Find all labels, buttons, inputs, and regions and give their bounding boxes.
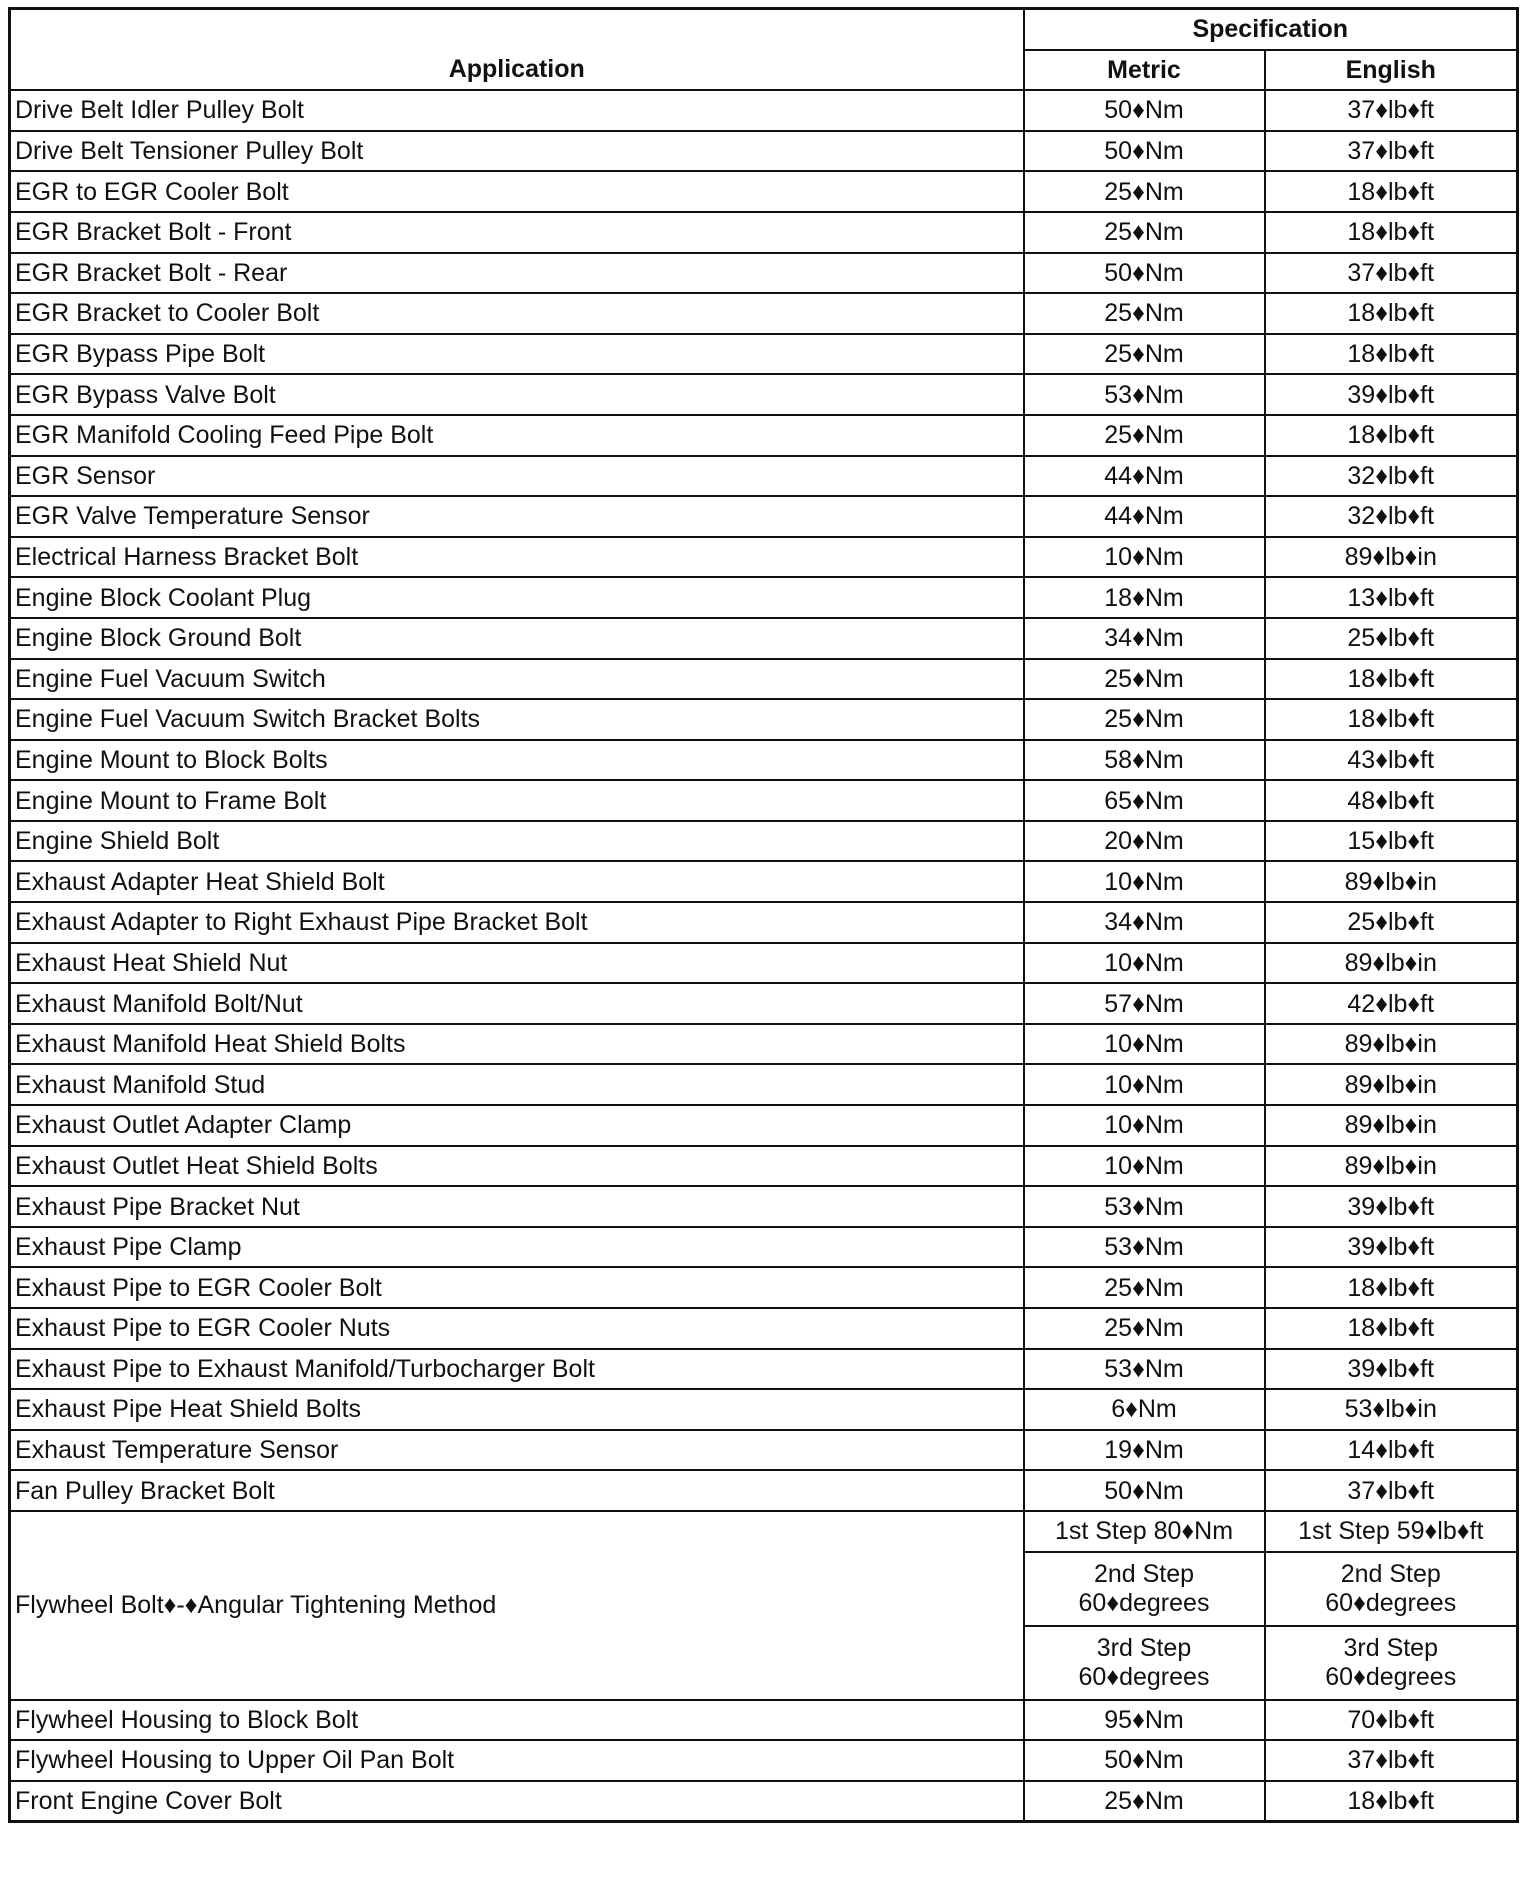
metric-cell: 34♦Nm: [1024, 618, 1265, 659]
english-cell: 18♦lb♦ft: [1265, 659, 1518, 700]
table-row: [10, 983, 1518, 1024]
metric-cell: 53♦Nm: [1024, 374, 1265, 415]
metric-cell: 20♦Nm: [1024, 821, 1265, 862]
metric-cell: 53♦Nm: [1024, 1349, 1265, 1390]
table-row: [10, 1740, 1518, 1781]
metric-cell: 10♦Nm: [1024, 1105, 1265, 1146]
application-cell: Exhaust Adapter to Right Exhaust Pipe Bracket Bolt: [10, 902, 1024, 943]
metric-cell: 50♦Nm: [1024, 90, 1265, 131]
table-row: [10, 577, 1518, 618]
metric-cell: 58♦Nm: [1024, 740, 1265, 781]
table-row: [10, 740, 1518, 781]
application-cell-flywheel: Flywheel Bolt♦-♦Angular Tightening Method: [10, 1511, 1024, 1700]
metric-cell: 57♦Nm: [1024, 983, 1265, 1024]
metric-cell: 25♦Nm: [1024, 1267, 1265, 1308]
application-cell: EGR Manifold Cooling Feed Pipe Bolt: [10, 415, 1024, 456]
english-cell: 13♦lb♦ft: [1265, 577, 1518, 618]
metric-cell: 44♦Nm: [1024, 496, 1265, 537]
application-cell: Exhaust Heat Shield Nut: [10, 943, 1024, 984]
table-row: [10, 456, 1518, 497]
metric-cell: 65♦Nm: [1024, 780, 1265, 821]
table-row: [10, 1430, 1518, 1471]
english-cell: 53♦lb♦in: [1265, 1389, 1518, 1430]
application-cell: Exhaust Adapter Heat Shield Bolt: [10, 861, 1024, 902]
metric-cell: 25♦Nm: [1024, 212, 1265, 253]
application-cell: Drive Belt Idler Pulley Bolt: [10, 90, 1024, 131]
english-cell: 18♦lb♦ft: [1265, 1267, 1518, 1308]
application-header: Application: [10, 9, 1024, 91]
english-cell: 18♦lb♦ft: [1265, 415, 1518, 456]
english-cell: 89♦lb♦in: [1265, 861, 1518, 902]
english-cell: 18♦lb♦ft: [1265, 212, 1518, 253]
table-row: [10, 699, 1518, 740]
english-cell: 70♦lb♦ft: [1265, 1700, 1518, 1741]
header-row-top: [10, 9, 1518, 50]
metric-cell: 25♦Nm: [1024, 334, 1265, 375]
english-cell: 48♦lb♦ft: [1265, 780, 1518, 821]
english-step-cell: 3rd Step 60♦degrees: [1265, 1626, 1518, 1700]
application-cell: Engine Fuel Vacuum Switch: [10, 659, 1024, 700]
torque-spec-table: [8, 7, 1519, 1823]
table-row: [10, 1349, 1518, 1390]
table-row: [10, 943, 1518, 984]
application-cell: Fan Pulley Bracket Bolt: [10, 1470, 1024, 1511]
application-cell: Exhaust Pipe to EGR Cooler Nuts: [10, 1308, 1024, 1349]
english-cell: 32♦lb♦ft: [1265, 496, 1518, 537]
english-header: English: [1265, 50, 1518, 91]
english-cell: 14♦lb♦ft: [1265, 1430, 1518, 1471]
application-cell: Exhaust Pipe to EGR Cooler Bolt: [10, 1267, 1024, 1308]
application-cell: EGR Bracket Bolt - Rear: [10, 253, 1024, 294]
table-row: [10, 1024, 1518, 1065]
english-cell: 37♦lb♦ft: [1265, 90, 1518, 131]
english-cell: 42♦lb♦ft: [1265, 983, 1518, 1024]
english-cell: 39♦lb♦ft: [1265, 1186, 1518, 1227]
application-cell: Engine Block Ground Bolt: [10, 618, 1024, 659]
metric-cell: 50♦Nm: [1024, 1740, 1265, 1781]
english-cell: 89♦lb♦in: [1265, 1146, 1518, 1187]
english-cell: 89♦lb♦in: [1265, 1105, 1518, 1146]
application-cell: Exhaust Manifold Heat Shield Bolts: [10, 1024, 1024, 1065]
metric-cell: 25♦Nm: [1024, 1781, 1265, 1822]
application-cell: EGR Bypass Pipe Bolt: [10, 334, 1024, 375]
english-cell: 15♦lb♦ft: [1265, 821, 1518, 862]
application-cell: Exhaust Manifold Bolt/Nut: [10, 983, 1024, 1024]
table-row: [10, 1700, 1518, 1741]
table-row: [10, 902, 1518, 943]
metric-step-cell: 3rd Step 60♦degrees: [1024, 1626, 1265, 1700]
metric-cell: 10♦Nm: [1024, 1064, 1265, 1105]
english-cell: 37♦lb♦ft: [1265, 1470, 1518, 1511]
english-cell: 89♦lb♦in: [1265, 1064, 1518, 1105]
table-row: [10, 131, 1518, 172]
english-cell: 39♦lb♦ft: [1265, 1349, 1518, 1390]
table-row: [10, 1389, 1518, 1430]
english-cell: 18♦lb♦ft: [1265, 171, 1518, 212]
english-cell: 37♦lb♦ft: [1265, 253, 1518, 294]
application-cell: Engine Mount to Frame Bolt: [10, 780, 1024, 821]
specification-header: Specification: [1024, 9, 1518, 50]
english-cell: 25♦lb♦ft: [1265, 902, 1518, 943]
table-row: [10, 496, 1518, 537]
table-body: [10, 90, 1518, 1822]
english-cell: 89♦lb♦in: [1265, 1024, 1518, 1065]
application-cell: Drive Belt Tensioner Pulley Bolt: [10, 131, 1024, 172]
metric-cell: 50♦Nm: [1024, 131, 1265, 172]
metric-cell: 44♦Nm: [1024, 456, 1265, 497]
application-cell: Exhaust Outlet Adapter Clamp: [10, 1105, 1024, 1146]
table-row: [10, 1146, 1518, 1187]
metric-step-cell: 2nd Step 60♦degrees: [1024, 1552, 1265, 1626]
metric-cell: 6♦Nm: [1024, 1389, 1265, 1430]
table-row: [10, 212, 1518, 253]
application-cell: EGR Valve Temperature Sensor: [10, 496, 1024, 537]
english-cell: 18♦lb♦ft: [1265, 1781, 1518, 1822]
table-row: [10, 659, 1518, 700]
table-row: [10, 618, 1518, 659]
application-cell: EGR Bracket Bolt - Front: [10, 212, 1024, 253]
application-cell: Front Engine Cover Bolt: [10, 1781, 1024, 1822]
table-row: [10, 1064, 1518, 1105]
application-cell: Exhaust Pipe Bracket Nut: [10, 1186, 1024, 1227]
application-cell: Engine Mount to Block Bolts: [10, 740, 1024, 781]
metric-cell: 53♦Nm: [1024, 1227, 1265, 1268]
application-cell: Exhaust Temperature Sensor: [10, 1430, 1024, 1471]
metric-cell: 25♦Nm: [1024, 171, 1265, 212]
metric-step-cell: 1st Step 80♦Nm: [1024, 1511, 1265, 1552]
table-header: [10, 9, 1518, 91]
application-cell: EGR Bypass Valve Bolt: [10, 374, 1024, 415]
english-step-cell: 1st Step 59♦lb♦ft: [1265, 1511, 1518, 1552]
metric-cell: 25♦Nm: [1024, 699, 1265, 740]
application-cell: Flywheel Housing to Upper Oil Pan Bolt: [10, 1740, 1024, 1781]
english-cell: 39♦lb♦ft: [1265, 1227, 1518, 1268]
table-row: [10, 374, 1518, 415]
table-row: [10, 171, 1518, 212]
table-row-flywheel-step: [10, 1511, 1518, 1552]
table-row: [10, 1105, 1518, 1146]
application-cell: Engine Fuel Vacuum Switch Bracket Bolts: [10, 699, 1024, 740]
application-cell: Electrical Harness Bracket Bolt: [10, 537, 1024, 578]
english-cell: 37♦lb♦ft: [1265, 1740, 1518, 1781]
table-row: [10, 1470, 1518, 1511]
application-cell: EGR to EGR Cooler Bolt: [10, 171, 1024, 212]
english-cell: 89♦lb♦in: [1265, 537, 1518, 578]
application-cell: Flywheel Housing to Block Bolt: [10, 1700, 1024, 1741]
english-cell: 37♦lb♦ft: [1265, 131, 1518, 172]
english-cell: 89♦lb♦in: [1265, 943, 1518, 984]
metric-cell: 10♦Nm: [1024, 1024, 1265, 1065]
metric-cell: 10♦Nm: [1024, 1146, 1265, 1187]
table-row: [10, 821, 1518, 862]
english-cell: 25♦lb♦ft: [1265, 618, 1518, 659]
table-row: [10, 537, 1518, 578]
metric-cell: 10♦Nm: [1024, 943, 1265, 984]
metric-cell: 19♦Nm: [1024, 1430, 1265, 1471]
metric-cell: 53♦Nm: [1024, 1186, 1265, 1227]
table-row: [10, 1267, 1518, 1308]
table-row: [10, 90, 1518, 131]
table-row: [10, 253, 1518, 294]
application-cell: Exhaust Pipe to Exhaust Manifold/Turbocharger Bolt: [10, 1349, 1024, 1390]
english-cell: 18♦lb♦ft: [1265, 293, 1518, 334]
table-row: [10, 780, 1518, 821]
metric-cell: 95♦Nm: [1024, 1700, 1265, 1741]
metric-cell: 50♦Nm: [1024, 1470, 1265, 1511]
table-row: [10, 293, 1518, 334]
metric-cell: 50♦Nm: [1024, 253, 1265, 294]
metric-cell: 25♦Nm: [1024, 415, 1265, 456]
table-row: [10, 334, 1518, 375]
metric-cell: 10♦Nm: [1024, 861, 1265, 902]
torque-spec-table-wrapper: [8, 7, 1516, 1823]
table-row: [10, 1308, 1518, 1349]
metric-header: Metric: [1024, 50, 1265, 91]
application-cell: Exhaust Outlet Heat Shield Bolts: [10, 1146, 1024, 1187]
application-cell: Engine Block Coolant Plug: [10, 577, 1024, 618]
english-cell: 18♦lb♦ft: [1265, 1308, 1518, 1349]
metric-cell: 25♦Nm: [1024, 1308, 1265, 1349]
english-cell: 32♦lb♦ft: [1265, 456, 1518, 497]
english-step-cell: 2nd Step 60♦degrees: [1265, 1552, 1518, 1626]
metric-cell: 25♦Nm: [1024, 659, 1265, 700]
metric-cell: 34♦Nm: [1024, 902, 1265, 943]
metric-cell: 10♦Nm: [1024, 537, 1265, 578]
english-cell: 39♦lb♦ft: [1265, 374, 1518, 415]
english-cell: 18♦lb♦ft: [1265, 334, 1518, 375]
table-row: [10, 861, 1518, 902]
application-cell: EGR Sensor: [10, 456, 1024, 497]
table-row: [10, 1781, 1518, 1822]
english-cell: 43♦lb♦ft: [1265, 740, 1518, 781]
application-cell: Exhaust Manifold Stud: [10, 1064, 1024, 1105]
application-cell: Exhaust Pipe Clamp: [10, 1227, 1024, 1268]
application-cell: Exhaust Pipe Heat Shield Bolts: [10, 1389, 1024, 1430]
table-row: [10, 1227, 1518, 1268]
metric-cell: 25♦Nm: [1024, 293, 1265, 334]
metric-cell: 18♦Nm: [1024, 577, 1265, 618]
english-cell: 18♦lb♦ft: [1265, 699, 1518, 740]
table-row: [10, 1186, 1518, 1227]
application-cell: EGR Bracket to Cooler Bolt: [10, 293, 1024, 334]
table-row: [10, 415, 1518, 456]
application-cell: Engine Shield Bolt: [10, 821, 1024, 862]
